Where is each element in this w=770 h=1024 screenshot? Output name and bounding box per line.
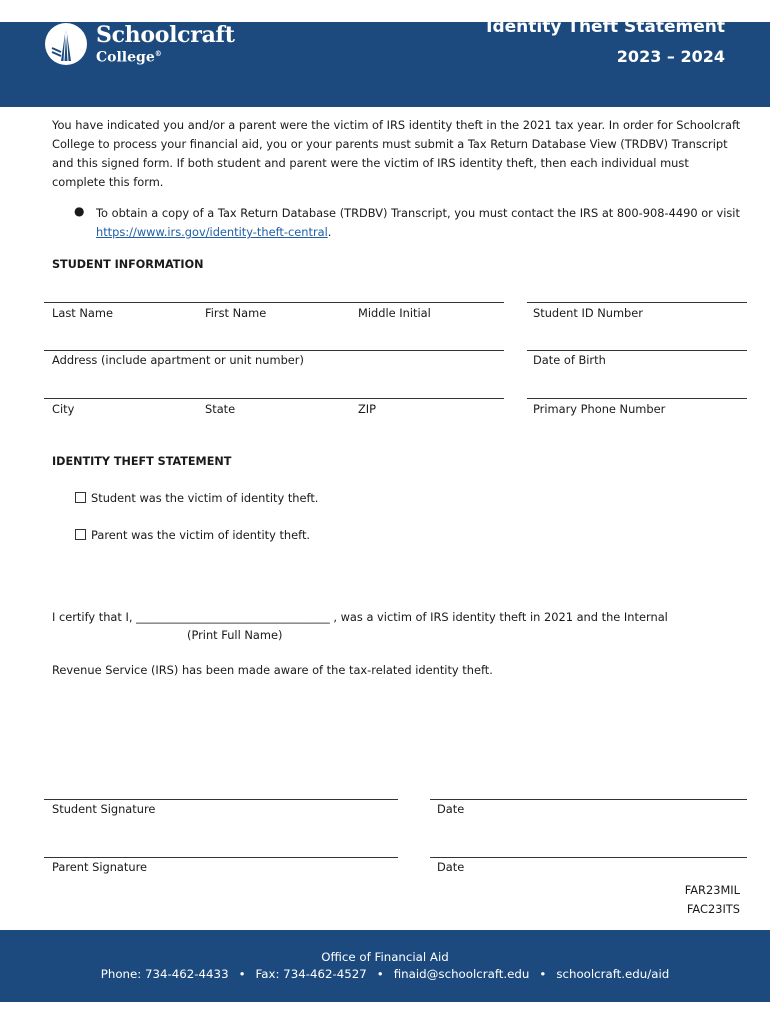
intro-paragraph: You have indicated you and/or a parent were the victim of IRS identity theft in the 2021 tax year. In order for Schoolcraft College to process your financial aid, you or your parents must submit a Tax Return Database View (TRDBV) Transcript and this signed form. If both student and parent were the victim of IRS identity theft, then each individual must complete this form. bbox=[52, 118, 741, 189]
student-id-field-line[interactable] bbox=[527, 302, 747, 303]
student-victim-checkbox[interactable] bbox=[75, 492, 86, 503]
parent-victim-option[interactable] bbox=[75, 528, 310, 542]
student-victim-option[interactable] bbox=[75, 491, 318, 505]
footer-office: Office of Financial Aid bbox=[321, 950, 449, 964]
form-year: 2023 – 2024 bbox=[616, 47, 725, 66]
last-name-label: Last Name bbox=[52, 306, 113, 320]
footer-separator: • bbox=[539, 967, 547, 981]
student-id-label: Student ID Number bbox=[533, 306, 643, 320]
certify-statement: I certify that I, __________________________________ , was a victim of IRS identity theft in 2021 and the Internal bbox=[52, 610, 668, 624]
footer-separator: • bbox=[238, 967, 246, 981]
student-date-line[interactable] bbox=[430, 799, 747, 800]
first-name-label: First Name bbox=[205, 306, 267, 320]
bullet-icon: ● bbox=[74, 204, 85, 218]
footer-phone: Phone: 734-462-4433 bbox=[100, 967, 229, 981]
logo-college-sub: College® bbox=[96, 49, 162, 66]
parent-signature-line[interactable] bbox=[44, 857, 398, 858]
phone-label: Primary Phone Number bbox=[533, 402, 666, 416]
phone-field-line[interactable] bbox=[527, 398, 747, 399]
footer-fax: Fax: 734-462-4527 bbox=[255, 967, 367, 981]
city-field-line[interactable] bbox=[44, 398, 504, 399]
footer-contact bbox=[0, 967, 770, 981]
footer-banner bbox=[0, 930, 770, 1002]
bullet-text: To obtain a copy of a Tax Return Database (TRDBV) Transcript, you must contact the IRS at 800-908-4490 or visit bbox=[96, 206, 740, 220]
logo-college-name: Schoolcraft bbox=[96, 22, 235, 48]
bullet-end: . bbox=[327, 225, 332, 239]
state-label: State bbox=[205, 402, 236, 416]
dob-field-line[interactable] bbox=[527, 350, 747, 351]
zip-label: ZIP bbox=[358, 402, 377, 416]
footer-separator: • bbox=[376, 967, 384, 981]
certify-continuation: Revenue Service (IRS) has been made aware of the tax-related identity theft. bbox=[52, 663, 493, 677]
form-title: Identity Theft Statement bbox=[486, 17, 725, 37]
middle-initial-label: Middle Initial bbox=[358, 306, 431, 320]
footer-email[interactable]: finaid@schoolcraft.edu bbox=[393, 967, 530, 981]
dob-label: Date of Birth bbox=[533, 353, 606, 367]
parent-date-line[interactable] bbox=[430, 857, 747, 858]
form-code-1: FAR23MIL bbox=[684, 883, 740, 897]
print-name-caption: (Print Full Name) bbox=[187, 628, 283, 642]
student-victim-label: Student was the victim of identity theft. bbox=[91, 491, 319, 505]
parent-victim-checkbox[interactable] bbox=[75, 529, 86, 540]
city-label: City bbox=[52, 402, 75, 416]
student-signature-label: Student Signature bbox=[52, 802, 156, 816]
address-label: Address (include apartment or unit number) bbox=[52, 353, 304, 367]
college-logo bbox=[44, 22, 254, 72]
identity-statement-heading: IDENTITY THEFT STATEMENT bbox=[52, 455, 232, 468]
student-date-label: Date bbox=[437, 802, 465, 816]
form-code-2: FAC23ITS bbox=[686, 902, 740, 916]
footer-web[interactable]: schoolcraft.edu/aid bbox=[556, 967, 670, 981]
parent-date-label: Date bbox=[437, 860, 465, 874]
student-signature-line[interactable] bbox=[44, 799, 398, 800]
lighthouse-logo-icon bbox=[44, 22, 88, 66]
name-field-line[interactable] bbox=[44, 302, 504, 303]
parent-signature-label: Parent Signature bbox=[52, 860, 148, 874]
irs-link[interactable]: https://www.irs.gov/identity-theft-central bbox=[96, 225, 328, 239]
address-field-line[interactable] bbox=[44, 350, 504, 351]
parent-victim-label: Parent was the victim of identity theft. bbox=[91, 528, 311, 542]
student-info-heading: STUDENT INFORMATION bbox=[52, 258, 204, 271]
trdbv-instruction bbox=[96, 204, 746, 242]
